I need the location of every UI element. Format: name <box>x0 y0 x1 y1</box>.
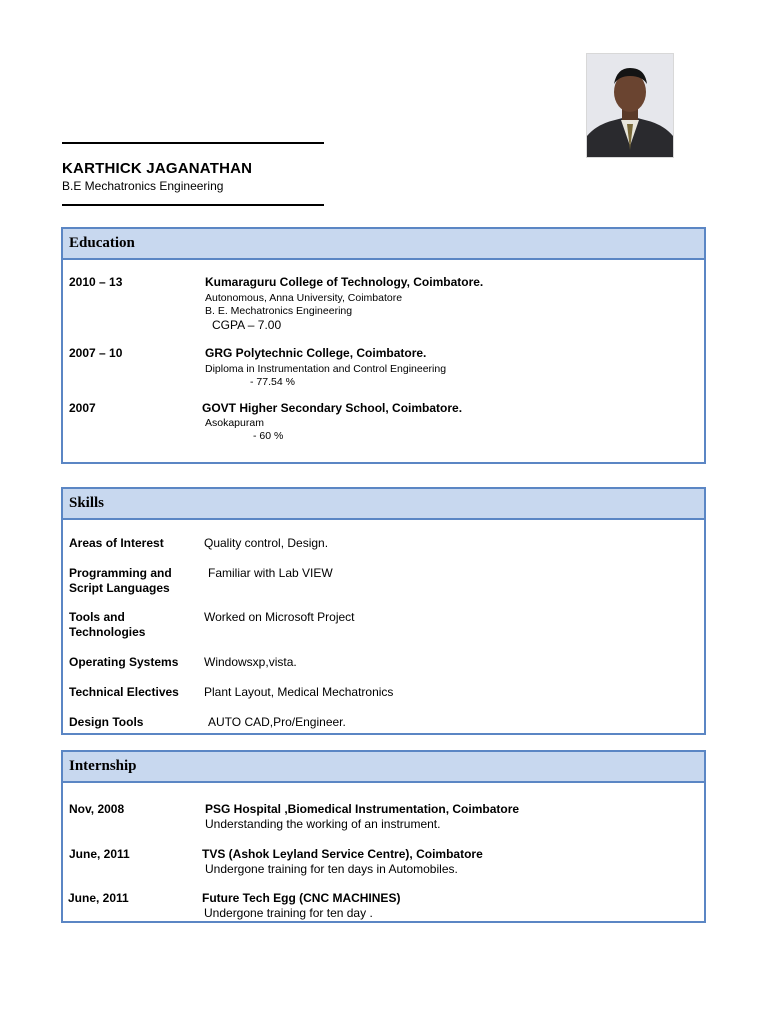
skill-label: Technical Electives <box>69 685 179 699</box>
education-section <box>61 227 706 464</box>
education-institution: GOVT Higher Secondary School, Coimbatore. <box>202 401 463 415</box>
education-score: CGPA – 7.00 <box>212 318 282 332</box>
header-rule-bottom <box>62 204 324 206</box>
internship-date: June, 2011 <box>68 891 129 905</box>
internship-title: Future Tech Egg (CNC MACHINES) <box>202 891 401 905</box>
skill-label: Operating Systems <box>69 655 179 669</box>
education-score: - 77.54 % <box>250 376 295 388</box>
skill-label: Areas of Interest <box>69 536 164 550</box>
education-detail: Autonomous, Anna University, Coimbatore <box>205 292 403 304</box>
skill-value: Familiar with Lab VIEW <box>208 566 333 580</box>
education-years: 2010 – 13 <box>69 275 123 289</box>
education-institution: Kumaraguru College of Technology, Coimbatore. <box>205 275 484 289</box>
skill-value: Quality control, Design. <box>204 536 329 550</box>
profile-photo <box>586 53 674 158</box>
education-years: 2007 <box>69 401 96 415</box>
skill-label: Design Tools <box>69 715 144 729</box>
internship-desc: Understanding the working of an instrument. <box>205 817 441 831</box>
education-score: - 60 % <box>253 430 284 442</box>
internship-desc: Undergone training for ten days in Automobiles. <box>205 862 458 876</box>
skill-label: Tools and <box>69 610 125 624</box>
skill-value: Plant Layout, Medical Mechatronics <box>204 685 394 699</box>
header-rule-top <box>62 142 324 144</box>
education-institution: GRG Polytechnic College, Coimbatore. <box>205 346 427 360</box>
skill-value: Worked on Microsoft Project <box>204 610 355 624</box>
skill-value: Windowsxp,vista. <box>204 655 297 669</box>
internship-section <box>61 750 706 923</box>
internship-desc: Undergone training for ten day . <box>204 906 373 920</box>
internship-date: Nov, 2008 <box>69 802 125 816</box>
skill-label: Script Languages <box>69 581 170 595</box>
skill-label: Technologies <box>69 625 146 639</box>
skill-label: Programming and <box>69 566 172 580</box>
skill-value: AUTO CAD,Pro/Engineer. <box>208 715 346 729</box>
candidate-degree: B.E Mechatronics Engineering <box>62 179 224 193</box>
education-detail: Asokapuram <box>205 417 264 429</box>
internship-heading: Internship <box>63 752 704 783</box>
education-detail: Diploma in Instrumentation and Control Engineering <box>205 363 447 375</box>
education-heading: Education <box>63 229 704 260</box>
candidate-name: KARTHICK JAGANATHAN <box>62 160 253 177</box>
internship-date: June, 2011 <box>69 847 130 861</box>
internship-title: PSG Hospital ,Biomedical Instrumentation, Coimbatore <box>205 802 520 816</box>
education-detail: B. E. Mechatronics Engineering <box>205 305 353 317</box>
skills-section <box>61 487 706 735</box>
skills-heading: Skills <box>63 489 704 520</box>
internship-title: TVS (Ashok Leyland Service Centre), Coimbatore <box>202 847 483 861</box>
education-years: 2007 – 10 <box>69 346 123 360</box>
